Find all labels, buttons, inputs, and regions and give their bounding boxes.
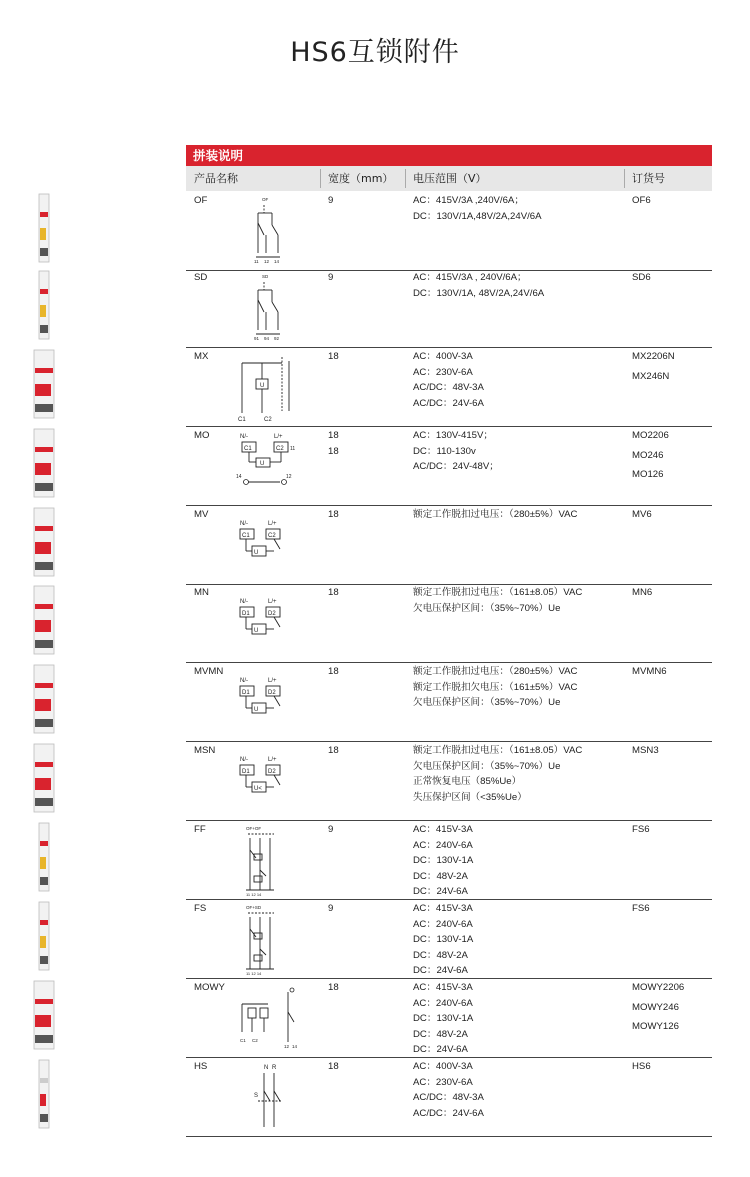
wiring-diagram [234, 745, 312, 815]
voltage-line: 正常恢复电压（85%Ue） [413, 776, 522, 787]
width-mm: 18 [328, 509, 339, 520]
voltage-line: AC：415V/3A , 240V/6A； [413, 272, 527, 283]
order-line: MOWY2206 [632, 982, 685, 993]
header-width: 宽度（mm） [328, 172, 394, 185]
voltage-line: AC：415V-3A [413, 824, 473, 835]
diagram-label: 12 [286, 474, 292, 480]
voltage-line: 额定工作脱扣过电压：（161±8.05）VAC [413, 745, 583, 756]
voltage-line: AC：230V-6A [413, 1076, 473, 1088]
column-header-row [186, 166, 712, 191]
voltage-line: DC：48V-2A [413, 1028, 468, 1040]
width-mm: 9 [328, 272, 334, 283]
voltage-line: 额定工作脱扣欠电压：（161±5%）VAC [413, 681, 578, 693]
order-line: MSN3 [632, 745, 659, 756]
voltage-range [413, 270, 544, 301]
width-mm: 18 [328, 587, 339, 598]
product-thumbnail [30, 979, 58, 1055]
voltage-line: AC/DC：24V-48V； [413, 461, 499, 472]
diagram-label: 94 [264, 336, 270, 341]
wiring-diagram-svg [234, 666, 304, 738]
diagram-label: C2 [264, 417, 272, 423]
header-order-no: 订货号 [632, 172, 665, 185]
diagram-label: L/+ [268, 678, 277, 684]
voltage-line: DC：24V-6A [413, 1044, 468, 1055]
diagram-label: C1 [242, 533, 250, 539]
voltage-line: 额定工作脱扣过电压：（280±5%）VAC [413, 509, 578, 520]
wiring-diagram [234, 1061, 312, 1131]
product-thumbnail [30, 506, 58, 582]
voltage-line: AC：240V-6A [413, 997, 473, 1009]
header-voltage: 电压范围（V） [413, 172, 487, 185]
order-line: MO126 [632, 469, 664, 480]
order-number [632, 349, 675, 388]
width-mm: 18 18 [328, 430, 339, 457]
diagram-label: S [254, 1093, 259, 1099]
table-row [186, 741, 712, 821]
wiring-diagram-svg [234, 509, 304, 581]
voltage-line: 欠电压保护区间：（35%~70%）Ue [413, 697, 561, 708]
voltage-range [413, 428, 499, 475]
order-line: SD6 [632, 272, 651, 283]
order-line: FS6 [632, 824, 650, 835]
table-row [186, 505, 712, 585]
voltage-line: DC：48V-2A [413, 949, 468, 961]
diagram-label: U [254, 707, 259, 713]
diagram-label: N/- [240, 757, 248, 763]
table-row [186, 268, 712, 348]
table-row [186, 662, 712, 742]
order-line: MN6 [632, 587, 653, 598]
diagram-label: D2 [268, 690, 276, 696]
diagram-label: 91 [254, 336, 260, 341]
order-number [632, 1059, 651, 1079]
diagram-label: OF [262, 197, 269, 202]
order-number [632, 270, 651, 290]
product-name: MOWY [194, 982, 225, 993]
order-line: MX2206N [632, 351, 675, 362]
voltage-line: AC：130V-415V； [413, 430, 493, 441]
diagram-label: C1 [238, 417, 246, 423]
order-number [632, 901, 650, 921]
voltage-line: DC：130V-1A [413, 855, 474, 866]
voltage-line: AC：230V-6A [413, 366, 473, 378]
wiring-diagram [234, 195, 312, 265]
header-product-name: 产品名称 [194, 172, 238, 185]
voltage-line: AC：240V-6A [413, 839, 473, 851]
order-number [632, 585, 652, 605]
table-row [186, 191, 712, 271]
width-mm: 18 [328, 351, 339, 362]
wiring-diagram-svg [234, 272, 304, 344]
table-row [186, 347, 712, 427]
diagram-label: C2 [268, 533, 276, 539]
product-name: MX [194, 351, 209, 362]
voltage-line: AC：415V-3A [413, 982, 473, 993]
product-name: MSN [194, 745, 216, 756]
diagram-label: 14 [274, 259, 280, 264]
wiring-diagram [234, 982, 312, 1052]
diagram-label: 11 12 14 [246, 892, 262, 896]
voltage-range [413, 664, 577, 711]
voltage-range [413, 901, 473, 979]
width-mm: 18 [328, 666, 339, 677]
product-thumbnail [30, 900, 58, 976]
wiring-diagram-svg [234, 903, 304, 975]
voltage-line: AC：400V-3A [413, 351, 473, 362]
order-line: MO2206 [632, 430, 669, 441]
product-thumbnail [30, 584, 58, 660]
product-name: MVMN [194, 666, 224, 677]
wiring-diagram-svg [234, 1061, 304, 1133]
product-thumbnail [30, 269, 58, 345]
product-name: FS [194, 903, 207, 914]
voltage-range [413, 585, 582, 616]
voltage-line: 额定工作脱扣过电压：（280±5%）VAC [413, 666, 578, 677]
page-title: HS6互锁附件 [290, 37, 460, 68]
product-name: HS [194, 1061, 208, 1072]
diagram-label: 11 [290, 446, 296, 452]
diagram-label: N/- [240, 434, 248, 440]
order-line: MO246 [632, 449, 664, 461]
wiring-diagram-svg [234, 587, 304, 659]
wiring-diagram-svg [234, 195, 304, 267]
voltage-line: DC：24V-6A [413, 965, 468, 976]
voltage-line: DC：130V-1A [413, 934, 474, 945]
wiring-diagram-svg [234, 745, 304, 817]
diagram-label: N/- [240, 599, 248, 605]
product-name: SD [194, 272, 208, 283]
diagram-label: D2 [268, 611, 276, 617]
order-line: MVMN6 [632, 666, 667, 677]
wiring-diagram-svg [234, 351, 304, 423]
section-header: 拼装说明 [186, 145, 712, 166]
order-line: MV6 [632, 509, 652, 520]
wiring-diagram [234, 587, 312, 657]
order-line: HS6 [632, 1061, 651, 1072]
voltage-line: AC/DC：48V-3A [413, 382, 484, 393]
order-number [632, 193, 651, 213]
diagram-label: 12 [264, 259, 270, 264]
width-mm: 18 [328, 1061, 339, 1072]
width-mm: 9 [328, 195, 334, 206]
wiring-diagram [234, 824, 312, 894]
diagram-label: C1 [244, 446, 252, 452]
product-thumbnail [30, 742, 58, 818]
diagram-label: U [254, 550, 259, 556]
diagram-label: U< [254, 786, 262, 792]
voltage-range [413, 822, 473, 900]
wiring-diagram [234, 272, 312, 342]
voltage-line: AC/DC：24V-6A [413, 1107, 484, 1119]
diagram-label: U [260, 461, 265, 467]
diagram-label: 92 [274, 336, 280, 341]
voltage-range [413, 507, 577, 523]
diagram-label: D1 [242, 690, 250, 696]
product-name: MO [194, 430, 210, 441]
product-name: OF [194, 195, 208, 206]
width-mm: 9 [328, 824, 334, 835]
table-row [186, 583, 712, 663]
spec-table [186, 145, 712, 1119]
table-row [186, 426, 712, 506]
voltage-range [413, 1059, 484, 1121]
order-number [632, 664, 667, 684]
voltage-range [413, 193, 542, 224]
diagram-label: SD [262, 274, 269, 279]
voltage-range [413, 349, 484, 411]
diagram-label: L/+ [268, 599, 277, 605]
wiring-diagram [234, 666, 312, 736]
diagram-label: C2 [276, 446, 284, 452]
diagram-label: 11 12 14 [246, 971, 262, 975]
diagram-label: 14 [236, 474, 242, 480]
diagram-label: L/+ [268, 757, 277, 763]
order-number [632, 822, 650, 842]
voltage-line: AC/DC：48V-3A [413, 1092, 484, 1103]
wiring-diagram [234, 509, 312, 579]
voltage-line: AC：400V-3A [413, 1061, 473, 1072]
width-mm: 18 [328, 982, 339, 993]
wiring-diagram-svg [234, 824, 304, 896]
diagram-label: U [260, 383, 265, 389]
diagram-label: C2 [252, 1038, 258, 1043]
diagram-label: OF+SD [246, 905, 262, 910]
diagram-label: 11 [254, 259, 259, 264]
voltage-line: AC：415V/3A ,240V/6A； [413, 195, 524, 206]
order-line: MX246N [632, 370, 670, 382]
voltage-range [413, 980, 473, 1058]
product-thumbnail [30, 427, 58, 503]
product-name: MN [194, 587, 209, 598]
table-row [186, 978, 712, 1058]
product-thumbnail [30, 192, 58, 268]
voltage-line: AC/DC：24V-6A [413, 397, 484, 409]
width-mm: 9 [328, 903, 334, 914]
width-mm: 18 [328, 745, 339, 756]
diagram-label: D1 [242, 611, 250, 617]
voltage-line: DC：130V/1A,48V/2A,24V/6A [413, 210, 542, 222]
table-row [186, 820, 712, 900]
diagram-label: N/- [240, 521, 248, 527]
voltage-line: AC：240V-6A [413, 918, 473, 930]
voltage-line: AC：415V-3A [413, 903, 473, 914]
voltage-line: 额定工作脱扣过电压：（161±8.05）VAC [413, 587, 583, 598]
wiring-diagram-svg [234, 430, 304, 502]
diagram-label: 12 [284, 1044, 290, 1049]
order-line: OF6 [632, 195, 651, 206]
product-thumbnail [30, 663, 58, 739]
diagram-label: 14 [292, 1044, 298, 1049]
diagram-label: OF+OF [246, 826, 262, 831]
wiring-diagram [234, 903, 312, 973]
order-line: MOWY126 [632, 1021, 679, 1032]
voltage-line: 欠电压保护区间：（35%~70%）Ue [413, 760, 561, 772]
voltage-line: DC：48V-2A [413, 870, 468, 882]
wiring-diagram [234, 351, 312, 421]
order-line: FS6 [632, 903, 650, 914]
voltage-range [413, 743, 582, 805]
order-number [632, 428, 669, 487]
product-name: FF [194, 824, 206, 835]
product-thumbnail [30, 1058, 58, 1134]
diagram-label: D1 [242, 769, 250, 775]
order-number [632, 507, 652, 527]
diagram-label: L/+ [268, 521, 277, 527]
product-name: MV [194, 509, 209, 520]
order-number [632, 743, 659, 763]
diagram-label: N/- [240, 678, 248, 684]
table-row [186, 1057, 712, 1137]
diagram-label: L/+ [274, 434, 283, 440]
diagram-label: D2 [268, 769, 276, 775]
voltage-line: DC：130V/1A, 48V/2A,24V/6A [413, 287, 545, 299]
order-number [632, 980, 684, 1039]
product-thumbnail [30, 821, 58, 897]
voltage-line: DC：110-130v [413, 445, 476, 457]
order-line: MOWY246 [632, 1001, 679, 1013]
diagram-label: U [254, 628, 259, 634]
voltage-line: 失压保护区间（<35%Ue） [413, 791, 527, 803]
voltage-line: DC：130V-1A [413, 1013, 474, 1024]
table-row [186, 899, 712, 979]
diagram-label: C1 [240, 1038, 246, 1043]
diagram-label: R [272, 1065, 277, 1071]
wiring-diagram [234, 430, 312, 500]
diagram-label: N [264, 1065, 269, 1071]
product-thumbnail [30, 348, 58, 424]
voltage-line: DC：24V-6A [413, 886, 468, 897]
voltage-line: 欠电压保护区间：（35%~70%）Ue [413, 602, 561, 614]
wiring-diagram-svg [234, 982, 304, 1054]
